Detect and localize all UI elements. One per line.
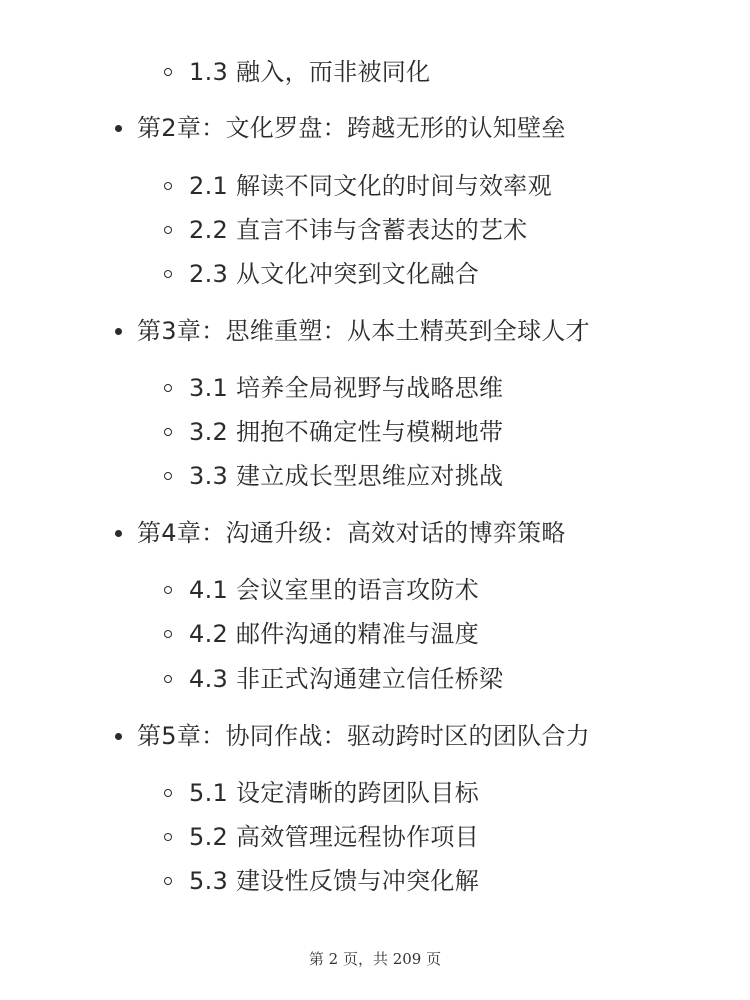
toc-chapter-item — [0, 716, 750, 756]
toc-chapter-label: 第2章：文化罗盘：跨越无形的认知壁垒 — [137, 114, 566, 142]
toc-chapter-item — [0, 513, 750, 553]
toc-section-item — [0, 166, 750, 206]
hollow-circle-bullet-icon — [164, 586, 172, 594]
toc-section-label: 2.3 从文化冲突到文化融合 — [189, 260, 479, 288]
hollow-circle-bullet-icon — [164, 270, 172, 278]
toc-section-label: 2.2 直言不讳与含蓄表达的艺术 — [189, 216, 528, 244]
toc-section-item — [0, 254, 750, 294]
hollow-circle-bullet-icon — [164, 384, 172, 392]
toc-section-label: 2.1 解读不同文化的时间与效率观 — [189, 172, 552, 200]
toc-section-item — [0, 614, 750, 654]
toc-chapter-label: 第3章：思维重塑：从本土精英到全球人才 — [137, 317, 590, 345]
toc-section-label: 1.3 融入，而非被同化 — [189, 58, 431, 86]
hollow-circle-bullet-icon — [164, 675, 172, 683]
hollow-circle-bullet-icon — [164, 630, 172, 638]
toc-section-item — [0, 861, 750, 901]
toc-section-item — [0, 210, 750, 250]
toc-section-item — [0, 659, 750, 699]
hollow-circle-bullet-icon — [164, 226, 172, 234]
toc-section-label: 3.1 培养全局视野与战略思维 — [189, 374, 504, 402]
hollow-circle-bullet-icon — [164, 182, 172, 190]
hollow-circle-bullet-icon — [164, 789, 172, 797]
hollow-circle-bullet-icon — [164, 68, 172, 76]
toc-section-label: 3.3 建立成长型思维应对挑战 — [189, 462, 504, 490]
hollow-circle-bullet-icon — [164, 877, 172, 885]
hollow-circle-bullet-icon — [164, 833, 172, 841]
toc-section-label: 5.3 建设性反馈与冲突化解 — [189, 867, 479, 895]
toc-section-item — [0, 456, 750, 496]
toc-chapter-item — [0, 311, 750, 351]
page-number-footer: 第 2 页，共 209 页 — [308, 950, 442, 968]
toc-section-label: 5.1 设定清晰的跨团队目标 — [189, 779, 479, 807]
toc-section-label: 3.2 拥抱不确定性与模糊地带 — [189, 418, 504, 446]
toc-section-item — [0, 52, 750, 92]
toc-chapter-item — [0, 108, 750, 148]
toc-section-item — [0, 817, 750, 857]
toc-chapter-label: 第5章：协同作战：驱动跨时区的团队合力 — [137, 722, 590, 750]
toc-section-label: 4.1 会议室里的语言攻防术 — [189, 576, 479, 604]
filled-dot-bullet-icon — [115, 328, 122, 335]
hollow-circle-bullet-icon — [164, 428, 172, 436]
filled-dot-bullet-icon — [115, 530, 122, 537]
toc-section-item — [0, 412, 750, 452]
toc-section-label: 5.2 高效管理远程协作项目 — [189, 823, 479, 851]
toc-section-item — [0, 570, 750, 610]
toc-section-label: 4.2 邮件沟通的精准与温度 — [189, 620, 479, 648]
toc-chapter-label: 第4章：沟通升级：高效对话的博弈策略 — [137, 519, 566, 547]
hollow-circle-bullet-icon — [164, 472, 172, 480]
toc-section-item — [0, 368, 750, 408]
filled-dot-bullet-icon — [115, 125, 122, 132]
toc-section-item — [0, 773, 750, 813]
filled-dot-bullet-icon — [115, 733, 122, 740]
toc-section-label: 4.3 非正式沟通建立信任桥梁 — [189, 665, 504, 693]
